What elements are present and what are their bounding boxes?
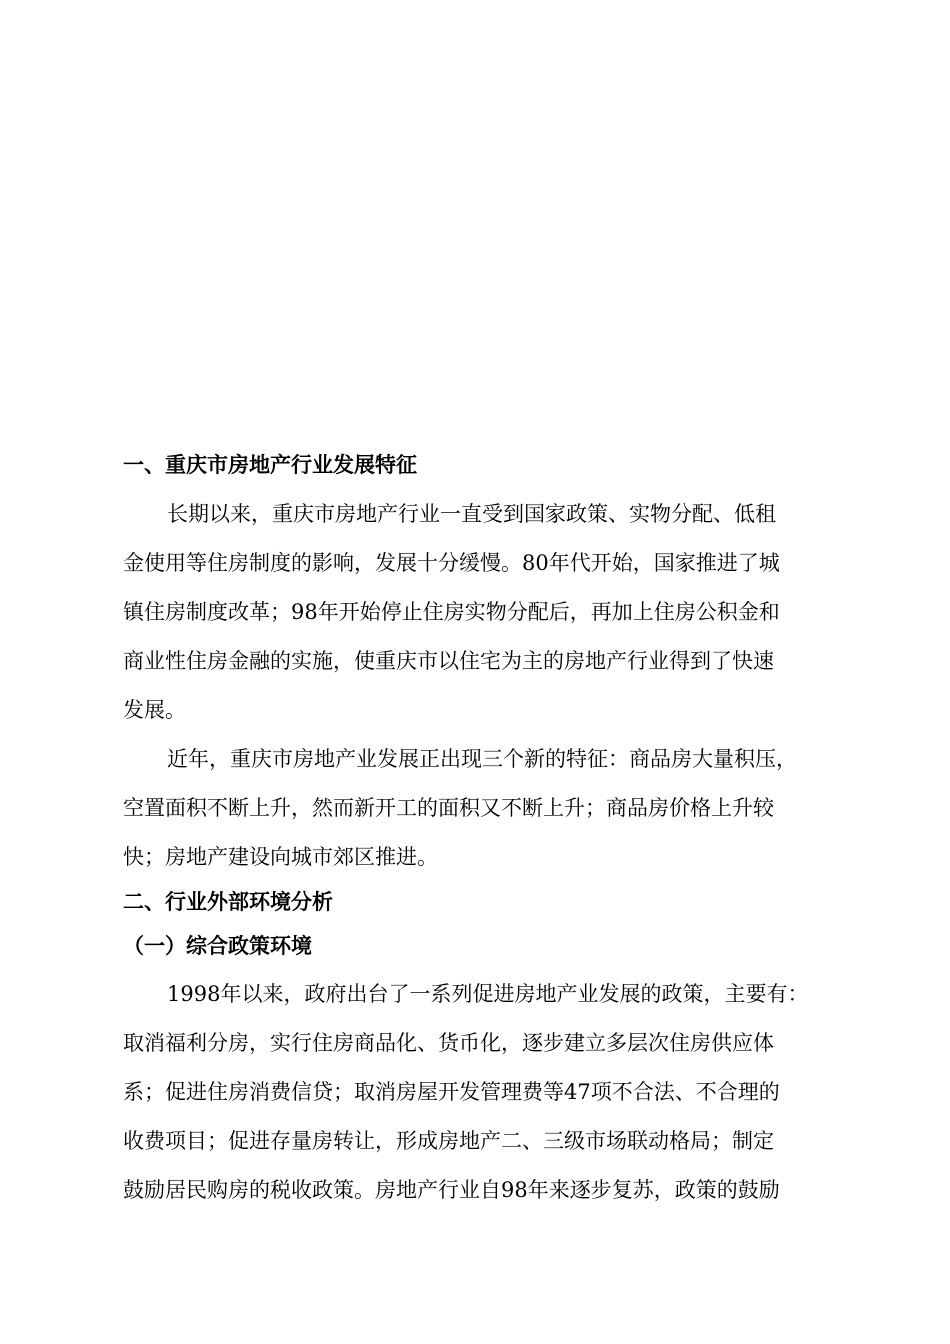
paragraph-industry-history (123, 490, 829, 735)
paragraph-recent-features (123, 735, 829, 882)
section-heading-1: 一、重庆市房地产行业发展特征 (123, 452, 417, 477)
paragraph-policy-environment (123, 970, 829, 1215)
text-line: 空置面积不断上升，然而新开工的面积又不断上升；商品房价格上升较 (123, 796, 774, 820)
text-line: 商业性住房金融的实施，使重庆市以住宅为主的房地产行业得到了快速 (123, 649, 774, 673)
text-line: 近年，重庆市房地产业发展正出现三个新的特征：商品房大量积压， (167, 747, 797, 771)
text-line: 发展。 (123, 698, 186, 722)
section-heading-2: 二、行业外部环境分析 (123, 889, 333, 914)
document-body (123, 445, 829, 1215)
subsection-heading: （一）综合政策环境 (123, 933, 312, 958)
text-line: 金使用等住房制度的影响，发展十分缓慢。80年代开始，国家推进了城 (123, 551, 780, 575)
text-line: 收费项目；促进存量房转让，形成房地产二、三级市场联动格局；制定 (123, 1129, 774, 1153)
text-line: 系；促进住房消费信贷；取消房屋开发管理费等47项不合法、不合理的 (123, 1080, 780, 1104)
text-line: 长期以来，重庆市房地产行业一直受到国家政策、实物分配、低租 (167, 502, 776, 526)
text-line: 鼓励居民购房的税收政策。房地产行业自98年来逐步复苏，政策的鼓励 (123, 1178, 780, 1202)
text-line: 镇住房制度改革；98年开始停止住房实物分配后，再加上住房公积金和 (123, 600, 780, 624)
text-line: 1998年以来，政府出台了一系列促进房地产业发展的政策，主要有： (167, 982, 809, 1006)
text-line: 取消福利分房，实行住房商品化、货币化，逐步建立多层次住房供应体 (123, 1031, 774, 1055)
text-line: 快；房地产建设向城市郊区推进。 (123, 845, 438, 869)
